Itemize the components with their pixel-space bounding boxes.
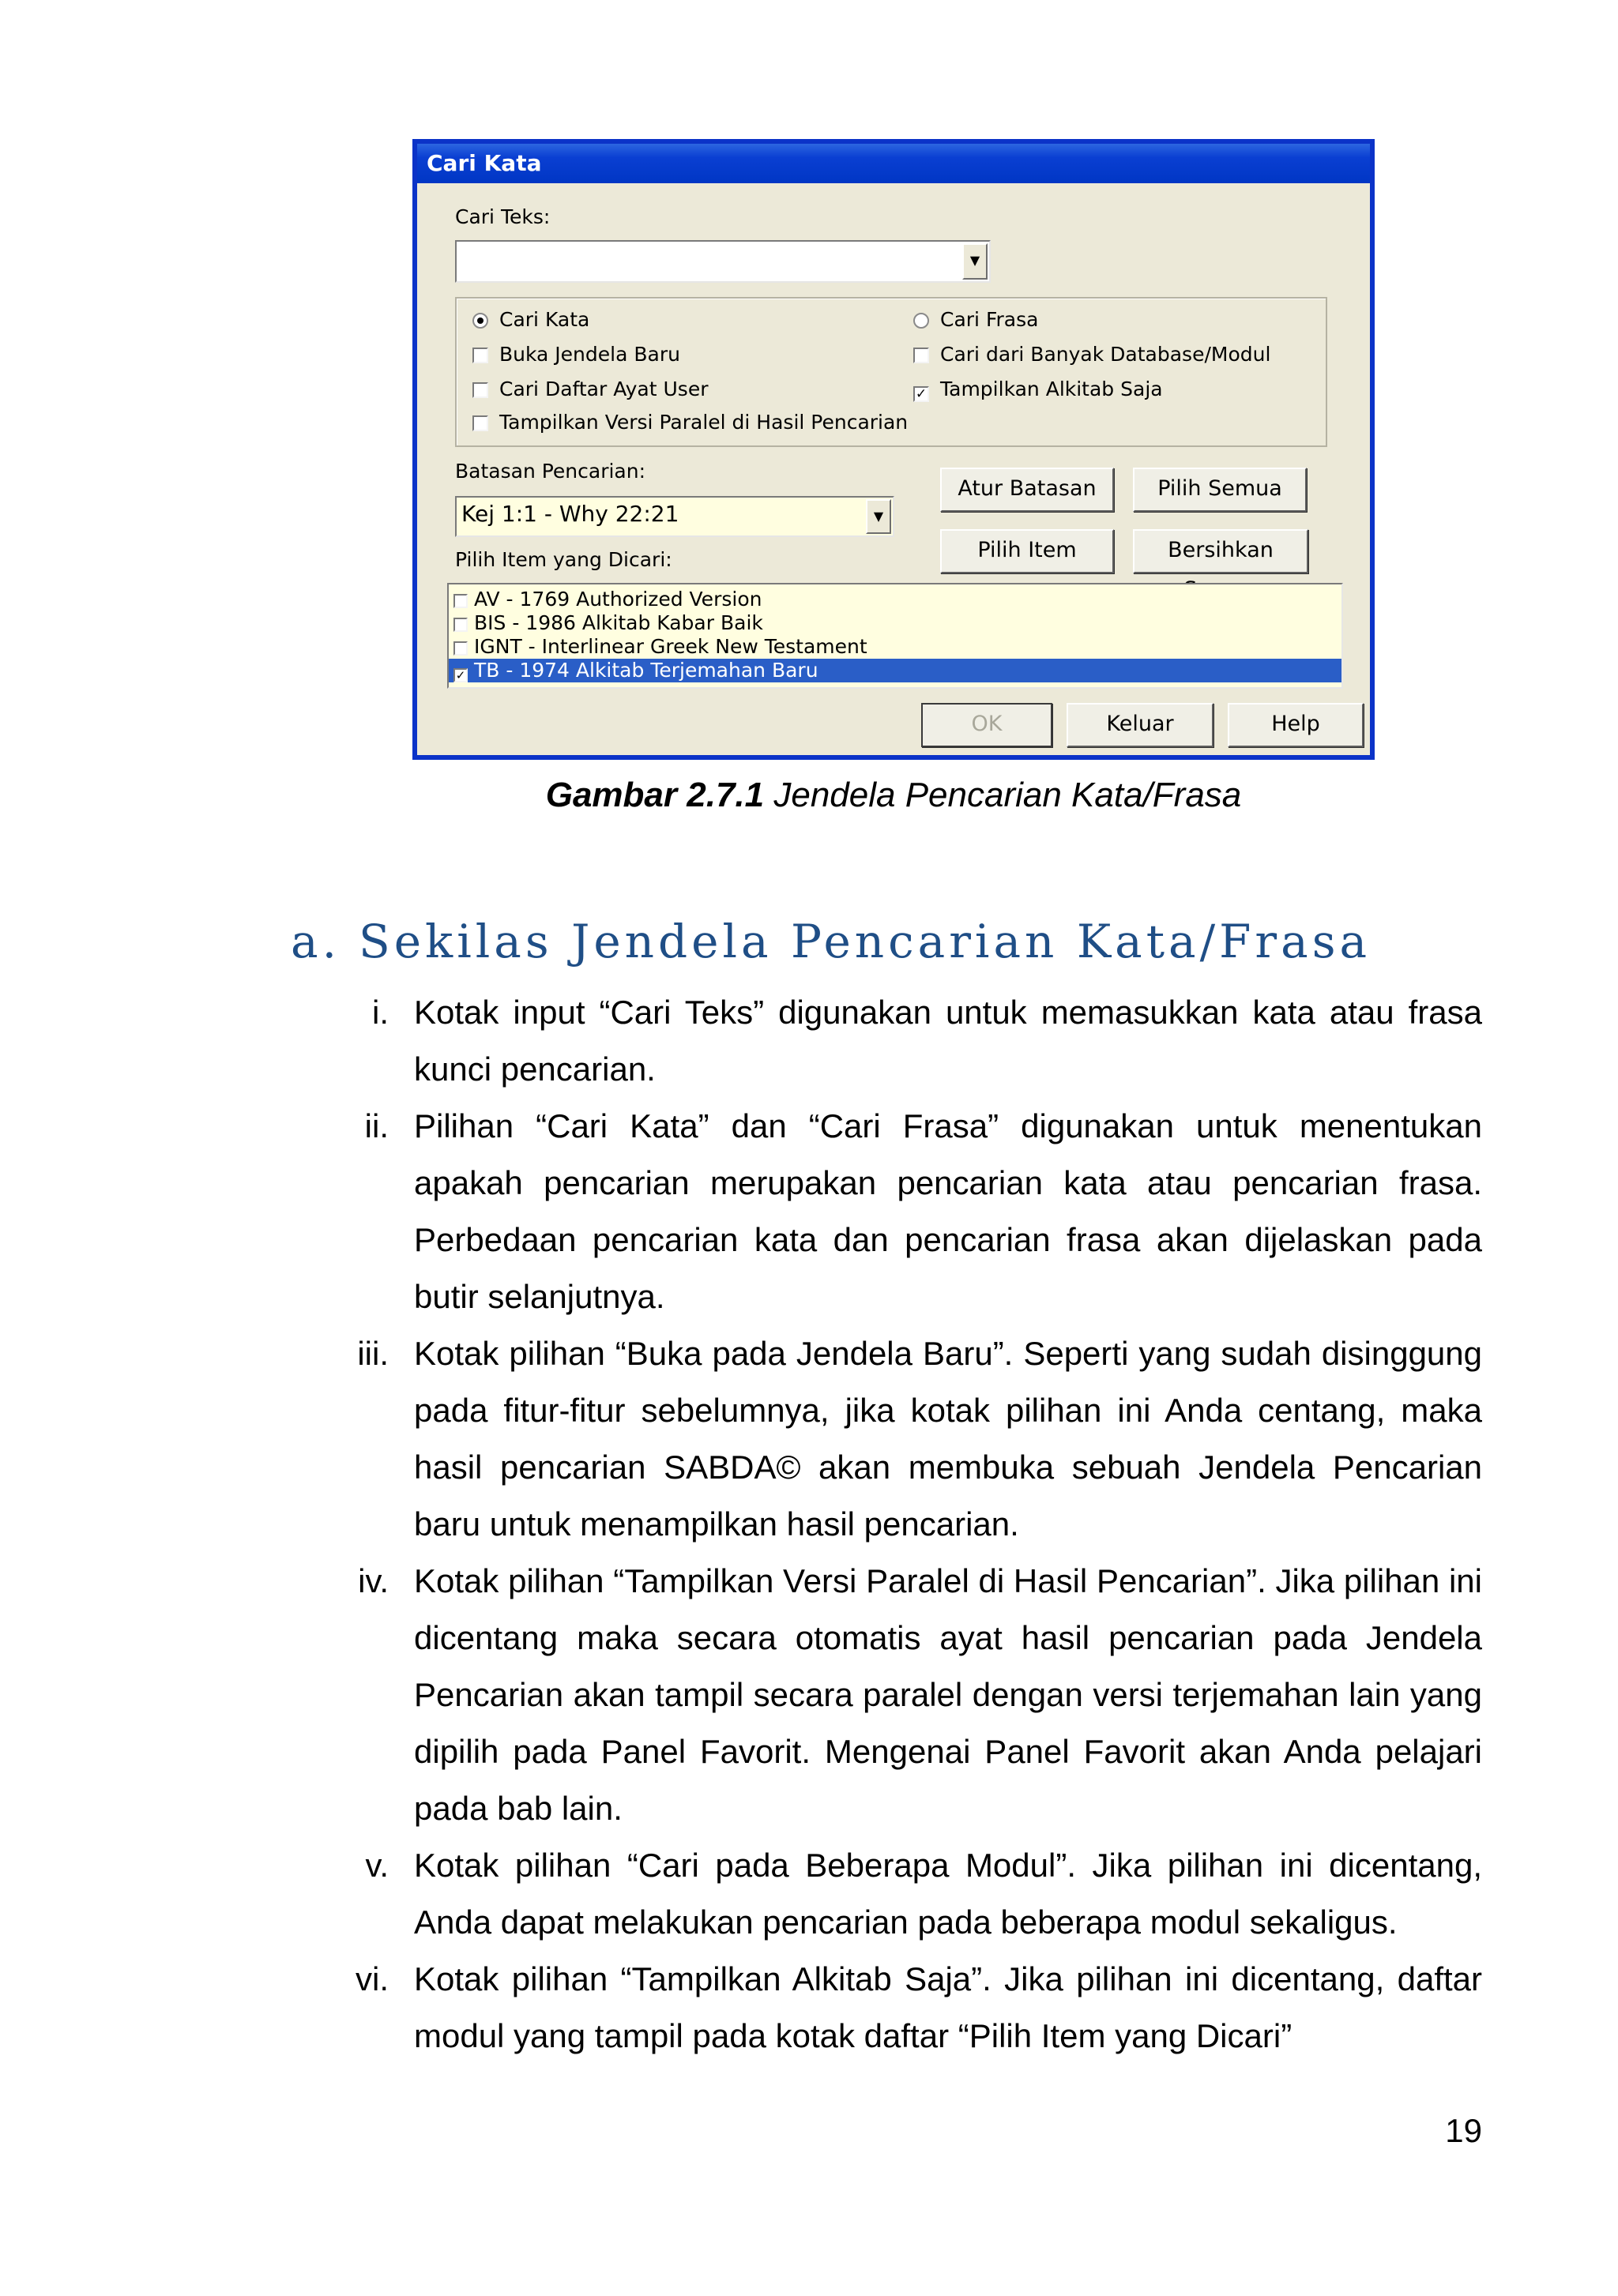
pilih-semua-button[interactable]: Pilih Semua: [1133, 468, 1307, 512]
option-tampilkan-versi-paralel-label: Tampilkan Versi Paralel di Hasil Pencarian: [499, 411, 909, 434]
list-item-text: Kotak input “Cari Teks” digunakan untuk memasukkan kata atau frasa kunci pencarian.: [414, 994, 1482, 1088]
list-item-text: Kotak pilihan “Tampilkan Alkitab Saja”. Jika pilihan ini dicentang, daftar modul yang tampil pada kotak daftar “Pilih Item yang Dicari”: [414, 1960, 1482, 2054]
list-item-number: ii.: [364, 1107, 389, 1144]
list-item: [335, 1325, 1482, 1553]
list-item-text: Kotak pilihan “Cari pada Beberapa Modul”. Jika pilihan ini dicentang, Anda dapat melakukan pencarian pada beberapa modul sekaligus.: [414, 1847, 1482, 1941]
module-list-item-label: BIS - 1986 Alkitab Kabar Baik: [474, 611, 763, 634]
figure-caption-label: Gambar 2.7.1: [545, 776, 765, 814]
page-number: 19: [1445, 2112, 1482, 2149]
option-cari-frasa-label: Cari Frasa: [940, 308, 1039, 331]
bersihkan-semua-button[interactable]: Bersihkan: [1133, 529, 1308, 573]
option-cari-frasa[interactable]: [913, 308, 1038, 332]
option-tampilkan-alkitab-saja[interactable]: [913, 378, 1163, 401]
option-cari-banyak-database[interactable]: [913, 343, 1270, 366]
cari-kata-dialog: [412, 139, 1375, 760]
pick-item-label: Pilih Item yang Dicari:: [455, 548, 672, 571]
module-list-item-label: IGNT - Interlinear Greek New Testament: [474, 635, 867, 658]
list-item-number: iv.: [358, 1562, 389, 1599]
list-item-number: vi.: [356, 1960, 389, 1997]
option-cari-kata-label: Cari Kata: [499, 308, 590, 331]
list-item-number: v.: [365, 1847, 389, 1884]
module-list-item-label: TB - 1974 Alkitab Terjemahan Baru: [474, 659, 818, 682]
checkbox-icon[interactable]: [472, 415, 488, 431]
option-cari-daftar-ayat[interactable]: [472, 378, 708, 401]
radio-selected-icon[interactable]: [472, 313, 488, 329]
figure-caption-text: Jendela Pencarian Kata/Frasa: [773, 776, 1242, 814]
ok-button[interactable]: OK: [921, 703, 1052, 747]
list-item: [335, 1553, 1482, 1837]
list-item-text: Kotak pilihan “Tampilkan Versi Paralel di Hasil Pencarian”. Jika pilihan ini dicentang maka secara otomatis ayat hasil pencarian pada Jendela Pencarian akan tampil secara paralel dengan versi terjemahan lain yang dipilih pada Panel Favorit. Mengenai Panel Favorit akan Anda pelajari pada bab lain.: [414, 1562, 1482, 1827]
list-item: [335, 1951, 1482, 2065]
checkbox-checked-icon[interactable]: ✓: [913, 386, 929, 402]
figure-caption: [0, 776, 1618, 815]
dialog-title: Cari Kata: [417, 144, 1370, 183]
option-buka-jendela-baru[interactable]: [472, 343, 680, 366]
list-item-text: Kotak pilihan “Buka pada Jendela Baru”. Seperti yang sudah disinggung pada fitur-fitur sebelumnya, jika kotak pilihan ini Anda centang, maka hasil pencarian SABDA© akan membuka sebuah Jendela Pencarian baru untuk menampilkan hasil pencarian.: [414, 1335, 1482, 1543]
module-list-item[interactable]: [449, 588, 1341, 611]
limit-dropdown-arrow-icon[interactable]: ▼: [866, 499, 891, 534]
module-list-item[interactable]: [449, 635, 1341, 659]
section-heading: [291, 915, 1371, 968]
explanation-list: [335, 984, 1482, 2065]
checkbox-icon[interactable]: [472, 348, 488, 363]
list-item-number: i.: [372, 994, 389, 1031]
checkbox-icon[interactable]: [453, 618, 468, 632]
list-item: [335, 1098, 1482, 1325]
section-title: Sekilas Jendela Pencarian Kata/Frasa: [359, 915, 1372, 968]
limit-combobox[interactable]: [455, 496, 894, 537]
search-dropdown-arrow-icon[interactable]: ▼: [962, 243, 988, 280]
checkbox-icon[interactable]: [472, 382, 488, 398]
list-item-text: Pilihan “Cari Kata” dan “Cari Frasa” digunakan untuk menentukan apakah pencarian merupakan pencarian kata atau pencarian frasa. Perbedaan pencarian kata dan pencarian frasa akan dijelaskan pada butir selanjutnya.: [414, 1107, 1482, 1315]
option-cari-daftar-ayat-label: Cari Daftar Ayat User: [499, 378, 709, 400]
search-text-combobox[interactable]: [455, 240, 991, 283]
list-item: [335, 984, 1482, 1098]
checkbox-icon[interactable]: [453, 641, 468, 656]
list-item: [335, 1837, 1482, 1951]
module-listbox[interactable]: [447, 583, 1343, 689]
keluar-button[interactable]: Keluar: [1067, 703, 1214, 747]
limit-value: Kej 1:1 - Why 22:21: [461, 501, 679, 527]
search-options-group: [455, 297, 1327, 447]
search-text-label: Cari Teks:: [455, 205, 551, 228]
pilih-item-button[interactable]: Pilih Item: [940, 529, 1114, 573]
module-list-item[interactable]: [449, 611, 1341, 635]
atur-batasan-button[interactable]: Atur Batasan: [940, 468, 1114, 512]
limit-label: Batasan Pencarian:: [455, 460, 646, 483]
checkbox-icon[interactable]: [453, 594, 468, 608]
section-number: a.: [291, 915, 341, 968]
option-cari-banyak-database-label: Cari dari Banyak Database/Modul: [940, 343, 1271, 366]
option-cari-kata[interactable]: [472, 308, 589, 332]
option-tampilkan-alkitab-saja-label: Tampilkan Alkitab Saja: [940, 378, 1163, 400]
module-list-item-label: AV - 1769 Authorized Version: [474, 588, 762, 611]
help-button[interactable]: Help: [1228, 703, 1364, 747]
radio-icon[interactable]: [913, 313, 929, 329]
checkbox-icon[interactable]: [913, 348, 929, 363]
option-buka-jendela-baru-label: Buka Jendela Baru: [499, 343, 680, 366]
option-tampilkan-versi-paralel[interactable]: [472, 411, 908, 434]
list-item-number: iii.: [357, 1335, 389, 1372]
checkbox-checked-icon[interactable]: ✓: [453, 668, 468, 682]
module-list-item[interactable]: [449, 659, 1341, 682]
